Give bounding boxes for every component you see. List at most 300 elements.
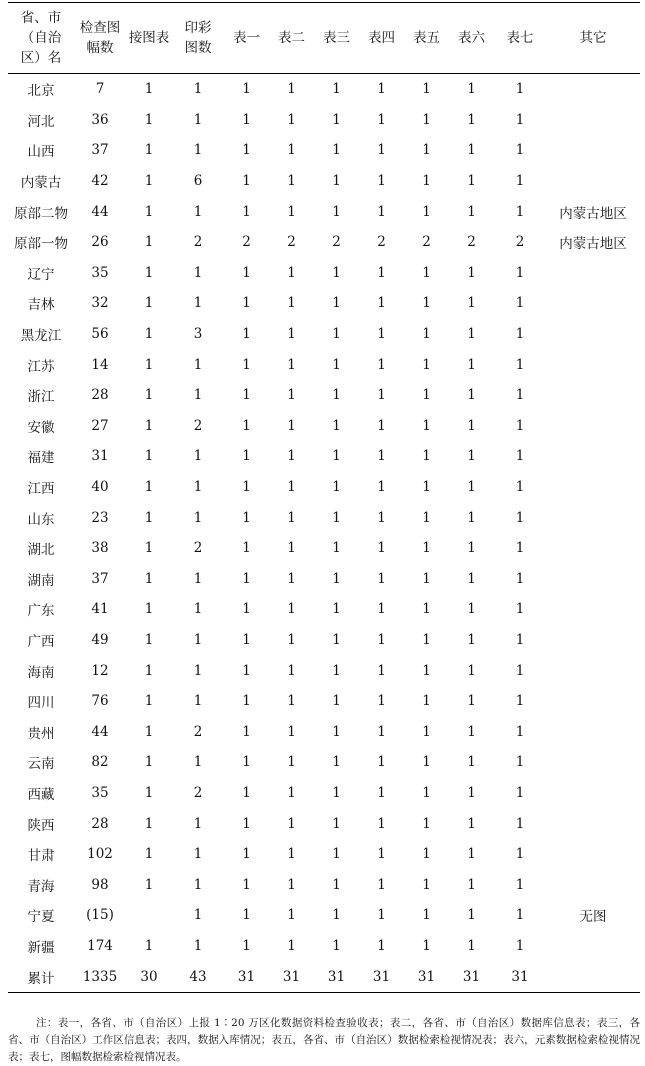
table-cell-count: 41 [91, 601, 109, 618]
table-cell-t1: 1 [242, 693, 251, 710]
table-cell-t2: 1 [287, 387, 296, 404]
table-cell-t1: 1 [242, 662, 251, 679]
table-row [8, 625, 640, 656]
table-cell-t5: 1 [422, 876, 431, 893]
table-cell-other [546, 441, 640, 472]
table-cell-t4: 1 [377, 846, 386, 863]
table-cell-count: 36 [91, 111, 109, 128]
table-cell-t4: 1 [377, 448, 386, 465]
table-cell-t6: 1 [467, 631, 476, 648]
table-cell-count: 32 [91, 295, 109, 312]
table-cell-t5: 1 [422, 81, 431, 98]
table-cell-t6: 1 [467, 417, 476, 434]
table-cell-t3: 1 [332, 540, 341, 557]
table-cell-join: 1 [144, 234, 154, 251]
table-cell-t2: 1 [287, 540, 296, 557]
column-header-line: 印彩 [184, 20, 212, 36]
table-cell-t4: 1 [377, 356, 386, 373]
table-row [8, 533, 640, 564]
table-cell-t4: 1 [377, 570, 386, 587]
column-header-line: 其它 [579, 30, 607, 46]
table-cell-t7: 1 [515, 937, 525, 954]
table-cell-t7: 1 [515, 448, 525, 465]
column-header-other [546, 3, 640, 74]
table-cell-t7: 1 [515, 570, 525, 587]
table-cell-t5: 1 [422, 662, 431, 679]
table-cell-color: 1 [193, 570, 203, 587]
table-cell-t5: 1 [422, 784, 431, 801]
table-cell-count: 28 [91, 815, 109, 832]
table-cell-t3: 1 [332, 662, 341, 679]
table-cell-region: 湖南 [27, 572, 55, 589]
table-cell-color: 1 [193, 509, 203, 526]
table-cell-color: 1 [193, 662, 203, 679]
column-header-color [172, 3, 224, 74]
table-cell-count: 49 [91, 631, 109, 648]
table-cell-other [546, 411, 640, 442]
table-cell-t3: 1 [332, 479, 341, 496]
table-row [8, 105, 640, 136]
table-cell-other [546, 74, 640, 105]
table-cell-t4: 1 [377, 662, 386, 679]
table-cell-t7: 1 [515, 540, 525, 557]
table-cell-t5: 1 [422, 142, 431, 159]
table-cell-join: 1 [144, 203, 154, 220]
table-cell-t1: 1 [242, 876, 251, 893]
table-cell-join: 1 [144, 784, 154, 801]
table-cell-join: 1 [144, 387, 154, 404]
table-cell-t3: 1 [332, 356, 341, 373]
data-table-container [8, 2, 640, 993]
table-cell-t4: 1 [377, 326, 386, 343]
table-cell-t5: 2 [422, 234, 431, 251]
table-cell-t3: 2 [332, 234, 341, 251]
table-cell-count: 12 [91, 662, 109, 679]
table-cell-t6: 1 [467, 448, 476, 465]
table-cell-t5: 1 [422, 356, 431, 373]
table-cell-t4: 31 [359, 961, 404, 992]
table-cell-t7: 1 [515, 723, 525, 740]
column-header-line: 表二 [278, 30, 305, 46]
table-cell-join: 1 [144, 81, 154, 98]
table-cell-t6: 1 [467, 295, 476, 312]
table-row [8, 808, 640, 839]
table-cell-count: 44 [91, 203, 109, 220]
table-cell-t1: 1 [242, 601, 251, 618]
table-cell-t5: 1 [422, 693, 431, 710]
table-cell-other [546, 594, 640, 625]
table-cell-t2: 1 [287, 662, 296, 679]
table-cell-region: 福建 [27, 450, 55, 467]
table-cell-color: 2 [193, 417, 203, 434]
table-cell-t4: 1 [377, 203, 386, 220]
column-header-t4 [359, 3, 404, 74]
table-cell-t7: 1 [515, 509, 525, 526]
table-cell-t4: 1 [377, 264, 386, 281]
table-body [8, 74, 640, 993]
table-cell-join: 1 [144, 601, 154, 618]
table-cell-t2: 1 [287, 937, 296, 954]
table-cell-t5: 1 [422, 540, 431, 557]
table-cell-t3: 1 [332, 723, 341, 740]
table-cell-t6: 1 [467, 754, 476, 771]
table-cell-color: 1 [193, 937, 203, 954]
table-cell-t2: 1 [287, 631, 296, 648]
table-cell-t4: 1 [377, 815, 386, 832]
table-row [8, 135, 640, 166]
table-cell-t3: 1 [332, 570, 341, 587]
table-cell-other [546, 686, 640, 717]
table-cell-other: 内蒙古地区 [559, 205, 627, 222]
table-cell-t6: 1 [467, 723, 476, 740]
table-cell-join: 1 [144, 356, 154, 373]
table-cell-t4: 1 [377, 295, 386, 312]
table-cell-t5: 1 [422, 815, 431, 832]
table-cell-region: 广西 [27, 633, 55, 650]
table-cell-color: 1 [193, 142, 203, 159]
table-cell-t7: 1 [515, 601, 525, 618]
table-cell-color: 1 [193, 356, 203, 373]
table-cell-t3: 1 [332, 81, 341, 98]
table-cell-other [546, 716, 640, 747]
table-cell-region: 累计 [8, 961, 74, 992]
table-cell-other [546, 472, 640, 503]
table-cell-t5: 1 [422, 570, 431, 587]
table-cell-color: 1 [193, 693, 203, 710]
table-cell-other [546, 349, 640, 380]
table-row [8, 747, 640, 778]
table-cell-region: 甘肃 [27, 848, 55, 865]
table-cell-t5: 1 [422, 907, 431, 924]
table-cell-join: 1 [144, 509, 154, 526]
table-cell-count: 42 [91, 173, 109, 190]
table-cell-other [546, 380, 640, 411]
table-cell-t3: 1 [332, 142, 341, 159]
table-cell-t1: 1 [242, 815, 251, 832]
column-header-t5 [404, 3, 449, 74]
table-row [8, 227, 640, 258]
table-cell-t6: 1 [467, 142, 476, 159]
table-cell-count: 31 [91, 448, 109, 465]
table-cell-region: 江苏 [27, 358, 55, 375]
table-cell-region: 山东 [27, 511, 55, 528]
table-cell-t6: 1 [467, 540, 476, 557]
column-header-line: 表三 [323, 30, 350, 46]
table-cell-other [546, 625, 640, 656]
table-cell-t4: 1 [377, 601, 386, 618]
table-cell-join: 1 [144, 417, 154, 434]
table-cell-region: 广东 [27, 603, 55, 620]
table-cell-t3: 1 [332, 448, 341, 465]
table-cell-region: 河北 [27, 113, 55, 130]
column-header-t6 [449, 3, 494, 74]
table-row [8, 288, 640, 319]
table-cell-t4: 1 [377, 723, 386, 740]
table-cell-t4: 1 [377, 754, 386, 771]
table-cell-t1: 1 [242, 631, 251, 648]
table-cell-count: 44 [91, 723, 109, 740]
table-cell-count: 27 [91, 417, 109, 434]
column-header-line: 表七 [506, 30, 534, 46]
table-cell-t7: 1 [515, 662, 525, 679]
table-cell-t7: 1 [515, 203, 525, 220]
table-cell-t6: 1 [467, 876, 476, 893]
table-cell-t7: 1 [515, 81, 525, 98]
table-cell-t6: 1 [467, 173, 476, 190]
table-cell-t6: 1 [467, 937, 476, 954]
table-cell-t6: 2 [467, 234, 476, 251]
table-cell-region: 湖北 [27, 542, 55, 559]
table-cell-t7: 1 [515, 846, 525, 863]
table-cell-join: 1 [144, 693, 154, 710]
table-cell-t5: 1 [422, 203, 431, 220]
table-cell-t1: 1 [242, 142, 251, 159]
table-cell-t7: 2 [515, 234, 525, 251]
table-cell-t1: 1 [242, 417, 251, 434]
table-cell-region: 山西 [27, 144, 55, 161]
table-cell-t4: 1 [377, 173, 386, 190]
table-cell-t7: 1 [515, 111, 525, 128]
table-cell-t5: 1 [422, 326, 431, 343]
table-cell-t4: 1 [377, 417, 386, 434]
table-row [8, 869, 640, 900]
table-cell-t6: 1 [467, 815, 476, 832]
table-cell-t3: 1 [332, 754, 341, 771]
table-cell-t7: 1 [515, 479, 525, 496]
table-cell-count: 26 [91, 234, 109, 251]
table-cell-join: 1 [144, 326, 154, 343]
table-row [8, 686, 640, 717]
table-cell-t3: 1 [332, 846, 341, 863]
table-cell-region: 新疆 [27, 939, 55, 956]
table-cell-t1: 1 [242, 356, 251, 373]
table-cell-t6: 1 [467, 846, 476, 863]
table-cell-t2: 1 [287, 784, 296, 801]
column-header-line: 接图表 [128, 30, 170, 46]
table-cell-t6: 1 [467, 784, 476, 801]
table-cell-t1: 1 [242, 937, 251, 954]
table-cell-t6: 1 [467, 203, 476, 220]
table-cell-count: 1335 [74, 961, 126, 992]
table-cell-count: 56 [91, 326, 109, 343]
table-cell-color: 2 [193, 234, 203, 251]
table-cell-t7: 1 [515, 754, 525, 771]
column-header-t7 [494, 3, 546, 74]
table-row [8, 166, 640, 197]
table-cell-region: 江西 [27, 481, 55, 498]
table-cell-t2: 1 [287, 570, 296, 587]
table-cell-t5: 1 [422, 295, 431, 312]
table-cell-region: 四川 [27, 695, 55, 712]
table-cell-t3: 1 [332, 693, 341, 710]
table-cell-other [546, 533, 640, 564]
table-cell-color: 1 [193, 111, 203, 128]
table-cell-count: 35 [91, 264, 109, 281]
table-cell-join: 1 [144, 723, 154, 740]
table-cell-t7: 1 [515, 815, 525, 832]
table-cell-t1: 1 [242, 509, 251, 526]
table-cell-t2: 31 [269, 961, 314, 992]
table-cell-t4: 1 [377, 509, 386, 526]
table-cell-t3: 1 [332, 876, 341, 893]
table-cell-t7: 1 [515, 326, 525, 343]
table-cell-t1: 1 [242, 907, 251, 924]
table-cell-t7: 1 [515, 631, 525, 648]
table-cell-region: 宁夏 [27, 909, 55, 926]
table-cell-t2: 1 [287, 479, 296, 496]
table-cell-other [546, 319, 640, 350]
table-cell-count: (15) [86, 907, 114, 924]
table-cell-t6: 1 [467, 387, 476, 404]
table-cell-region: 贵州 [27, 725, 55, 742]
table-cell-other [546, 869, 640, 900]
table-cell-region: 辽宁 [27, 266, 55, 283]
table-cell-t3: 1 [332, 784, 341, 801]
table-cell-t4: 1 [377, 876, 386, 893]
table-cell-region: 浙江 [27, 389, 55, 406]
table-cell-t3: 1 [332, 907, 341, 924]
table-cell-color: 1 [193, 754, 203, 771]
table-cell-t2: 1 [287, 601, 296, 618]
table-cell-t6: 1 [467, 601, 476, 618]
table-cell-join: 1 [144, 876, 154, 893]
table-cell-region: 原部一物 [14, 236, 68, 253]
table-cell-count: 82 [91, 754, 109, 771]
table-cell-count: 76 [91, 693, 109, 710]
table-cell-t7: 1 [515, 417, 525, 434]
column-header-line: 表四 [368, 30, 395, 46]
table-cell-t6: 1 [467, 326, 476, 343]
table-cell-color: 1 [193, 387, 203, 404]
table-cell-other [546, 655, 640, 686]
table-cell-t4: 1 [377, 387, 386, 404]
column-header-line: 表一 [233, 30, 260, 46]
table-row [8, 961, 640, 992]
table-cell-t2: 2 [287, 234, 296, 251]
table-cell-other: 无图 [579, 909, 607, 926]
table-cell-join: 1 [144, 846, 154, 863]
table-cell-t6: 1 [467, 662, 476, 679]
table-cell-t1: 1 [242, 264, 251, 281]
table-cell-color: 2 [193, 784, 203, 801]
table-row [8, 839, 640, 870]
table-cell-join: 1 [144, 142, 154, 159]
table-cell-region: 吉林 [27, 297, 55, 314]
column-header-t3 [314, 3, 359, 74]
table-row [8, 594, 640, 625]
table-cell-count: 23 [91, 509, 109, 526]
table-cell-count: 38 [91, 540, 109, 557]
table-cell-t1: 1 [242, 173, 251, 190]
table-row [8, 655, 640, 686]
table-cell-region: 安徽 [27, 419, 55, 436]
table-cell-other [546, 166, 640, 197]
table-cell-count: 98 [91, 876, 109, 893]
table-cell-t1: 1 [242, 295, 251, 312]
table-cell-other [546, 961, 640, 992]
inspection-summary-table [8, 2, 640, 993]
column-header-line: 图数 [184, 40, 212, 56]
table-cell-region: 原部二物 [14, 205, 68, 222]
table-cell-t2: 1 [287, 173, 296, 190]
table-cell-t3: 1 [332, 295, 341, 312]
table-row [8, 931, 640, 962]
table-cell-t4: 1 [377, 784, 386, 801]
table-cell-t6: 1 [467, 264, 476, 281]
table-cell-t4: 1 [377, 479, 386, 496]
table-cell-t3: 1 [332, 203, 341, 220]
table-cell-count: 37 [91, 142, 109, 159]
table-cell-other [546, 747, 640, 778]
column-header-line: 检查图 [79, 20, 121, 36]
table-cell-count: 7 [95, 81, 105, 98]
table-cell-t7: 1 [515, 387, 525, 404]
table-cell-t1: 1 [242, 723, 251, 740]
table-cell-t1: 1 [242, 448, 251, 465]
table-cell-count: 102 [87, 846, 113, 863]
table-cell-t7: 31 [494, 961, 546, 992]
table-cell-region: 北京 [27, 83, 55, 100]
table-cell-other [546, 778, 640, 809]
table-cell-t5: 1 [422, 754, 431, 771]
table-cell-color: 1 [193, 631, 203, 648]
table-cell-t7: 1 [515, 356, 525, 373]
table-cell-join: 1 [144, 937, 154, 954]
table-cell-t5: 1 [422, 846, 431, 863]
table-cell-color: 1 [193, 876, 203, 893]
table-cell-count: 40 [91, 479, 109, 496]
table-cell-t3: 1 [332, 601, 341, 618]
table-cell-color: 1 [193, 846, 203, 863]
table-cell-t6: 1 [467, 479, 476, 496]
table-cell-t4: 1 [377, 907, 386, 924]
table-cell-region: 海南 [27, 664, 55, 681]
table-cell-join: 1 [144, 479, 154, 496]
column-header-line: （自治 [20, 30, 62, 46]
column-header-t2 [269, 3, 314, 74]
table-cell-other [546, 105, 640, 136]
table-cell-join: 1 [144, 662, 154, 679]
column-header-line: 表五 [413, 30, 440, 46]
table-cell-t3: 1 [332, 417, 341, 434]
table-cell-t1: 1 [242, 846, 251, 863]
table-cell-color: 6 [193, 173, 203, 190]
table-cell-other [546, 258, 640, 289]
table-cell-count: 35 [91, 784, 109, 801]
table-footnote: 注：表一，各省、市（自治区）上报 1∶20 万区化数据资料检查验收表；表二，各省、市（自治区）数据库信息表；表三，各省、市（自治区）工作区信息表；表四，数据入库情况；表五，各省、市（自治区）数据检索检视情况表；表六，元素数据检索检视情况表；表七，图幅数据检索检视情况表。 [8, 1017, 640, 1063]
column-header-region [8, 3, 74, 74]
table-row [8, 778, 640, 809]
table-cell-t7: 1 [515, 784, 525, 801]
table-cell-t5: 1 [422, 601, 431, 618]
table-cell-t4: 1 [377, 693, 386, 710]
table-cell-t7: 1 [515, 295, 525, 312]
table-cell-t7: 1 [515, 173, 525, 190]
table-cell-t3: 1 [332, 387, 341, 404]
table-cell-color: 3 [193, 326, 203, 343]
table-cell-join [126, 900, 172, 931]
table-cell-t1: 1 [242, 540, 251, 557]
table-cell-t2: 1 [287, 326, 296, 343]
table-cell-color: 43 [172, 961, 224, 992]
table-cell-join: 1 [144, 173, 154, 190]
table-cell-color: 2 [193, 723, 203, 740]
table-row [8, 380, 640, 411]
table-cell-t2: 1 [287, 356, 296, 373]
table-cell-t5: 1 [422, 631, 431, 648]
table-cell-join: 1 [144, 570, 154, 587]
table-cell-t2: 1 [287, 693, 296, 710]
